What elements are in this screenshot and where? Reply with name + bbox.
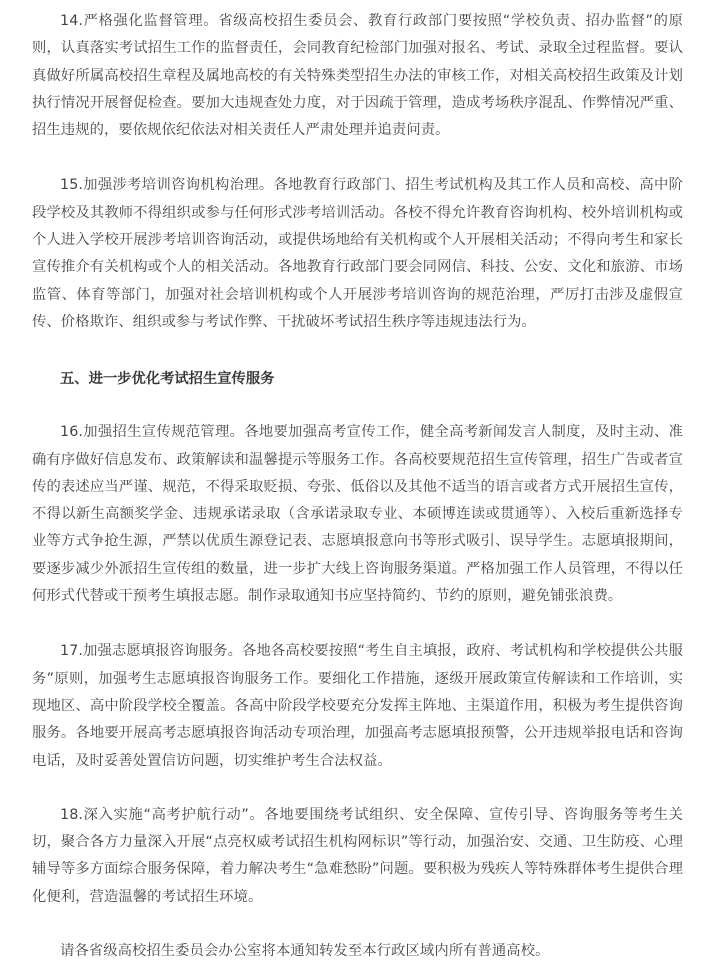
paragraph-closing: 请各省级高校招生委员会办公室将本通知转发至本行政区域内所有普通高校。: [60, 943, 550, 960]
paragraph-18-escort-action: 18.深入实施“高考护航行动”。各地要围绕考试组织、安全保障、宣传引导、咨询服务等考生关切，聚合各方力量深入开展“点亮权威考试招生机构网标识”等行动，加强治安、交通、卫生防疫、心理辅导等多方面综合服务保障，着力解决考生“急难愁盼”问题。要积极为残疾人等特殊群体考生提供合理化便利，营造温馨的考试招生环境。: [32, 806, 683, 905]
section-heading-5: 五、进一步优化考试招生宣传服务: [60, 371, 275, 388]
paragraph-16-publicity: 16.加强招生宣传规范管理。各地要加强高考宣传工作，健全高考新闻发言人制度，及时主动、准确有序做好信息发布、政策解读和温馨提示等服务工作。各高校要规范招生宣传管理，招生广告或者宣传的表述应当严谨、规范，不得采取贬损、夸张、低俗以及其他不适当的语言或者方式开展招生宣传，不得以新生高额奖学金、违规承诺录取（含承诺录取专业、本硕博连读或贯通等）、入校后重新选择专业等方式争抢生源，严禁以优质生源登记表、志愿填报意向书等形式吸引、误导学生。志愿填报期间，要逐步减少外派招生宣传组的数量，进一步扩大线上咨询服务渠道。严格加强工作人员管理，不得以任何形式代替或干预考生填报志愿。制作录取通知书应坚持简约、节约的原则，避免铺张浪费。: [32, 424, 683, 605]
paragraph-15-training-governance: 15.加强涉考培训咨询机构治理。各地教育行政部门、招生考试机构及其工作人员和高校、高中阶段学校及其教师不得组织或参与任何形式涉考培训活动。各校不得允许教育咨询机构、校外培训机构或个人进入学校开展涉考培训咨询活动，或提供场地给有关机构或个人开展相关活动；不得向考生和家长宣传推介有关机构或个人的相关活动。各地教育行政部门要会同网信、科技、公安、文化和旅游、市场监管、体育等部门，加强对社会培训机构或个人开展涉考培训咨询的规范治理，严厉打击涉及虚假宣传、价格欺诈、组织或参与考试作弊、干扰破坏考试招生秩序等违规违法行为。: [32, 177, 683, 330]
paragraph-17-application-consulting: 17.加强志愿填报咨询服务。各地各高校要按照“考生自主填报，政府、考试机构和学校提供公共服务”原则，加强考生志愿填报咨询服务工作。要细化工作措施，逐级开展政策宣传解读和工作培训，实现地区、高中阶段学校全覆盖。各高中阶段学校要充分发挥主阵地、主渠道作用，积极为考生提供咨询服务。各地要开展高考志愿填报咨询活动专项治理，加强高考志愿填报预警，公开违规举报电话和咨询电话，及时妥善处置信访问题，切实维护考生合法权益。: [32, 643, 683, 769]
paragraph-14-supervision: 14.严格强化监督管理。省级高校招生委员会、教育行政部门要按照“学校负责、招办监督”的原则，认真落实考试招生工作的监督责任，会同教育纪检部门加强对报名、考试、录取全过程监督。要认真做好所属高校招生章程及属地高校的有关特殊类型招生办法的审核工作，对相关高校招生政策及计划执行情况开展督促检查。要加大违规查处力度，对于因疏于管理，造成考场秩序混乱、作弊情况严重、招生违规的，要依规依纪依法对相关责任人严肃处理并追责问责。: [32, 13, 683, 139]
